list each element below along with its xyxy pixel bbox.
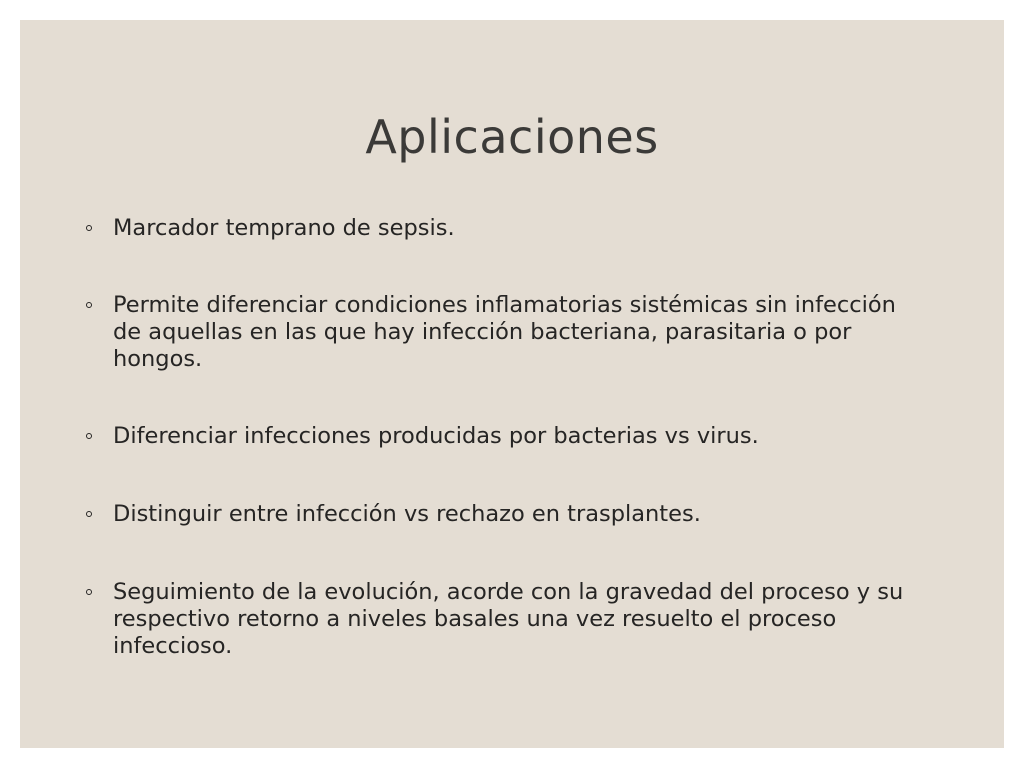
bullet-text: Marcador temprano de sepsis. bbox=[113, 215, 455, 241]
bullet-item bbox=[86, 215, 906, 242]
slide bbox=[20, 20, 1004, 748]
hollow-circle-bullet-icon bbox=[86, 225, 92, 231]
bullet-text: Diferenciar infecciones producidas por bacterias vs virus. bbox=[113, 423, 759, 449]
bullet-item bbox=[86, 423, 906, 450]
hollow-circle-bullet-icon bbox=[86, 511, 92, 517]
bullet-text: Distinguir entre infección vs rechazo en trasplantes. bbox=[113, 501, 701, 527]
bullet-list bbox=[20, 20, 1004, 748]
hollow-circle-bullet-icon bbox=[86, 589, 92, 595]
bullet-item bbox=[86, 579, 906, 660]
hollow-circle-bullet-icon bbox=[86, 302, 92, 308]
bullet-item bbox=[86, 292, 906, 373]
bullet-text: Permite diferenciar condiciones inflamatorias sistémicas sin infección de aquellas en las que hay infección bacteriana, parasitaria o por hongos. bbox=[113, 292, 896, 372]
hollow-circle-bullet-icon bbox=[86, 433, 92, 439]
slide-title: Aplicaciones bbox=[365, 110, 659, 164]
bullet-text: Seguimiento de la evolución, acorde con la gravedad del proceso y su respectivo retorno a niveles basales una vez resuelto el proceso infeccioso. bbox=[113, 579, 904, 659]
bullet-item bbox=[86, 501, 906, 528]
